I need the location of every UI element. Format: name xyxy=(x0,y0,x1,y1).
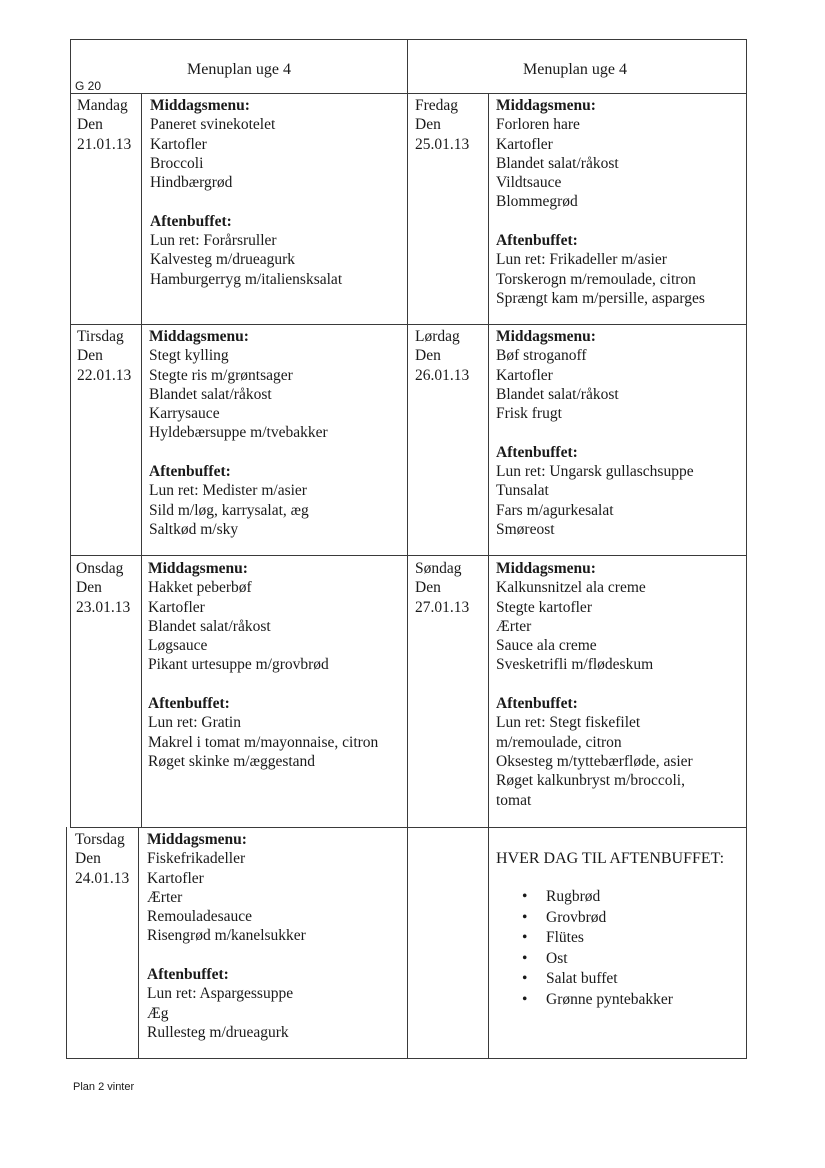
corner-code: G 20 xyxy=(75,79,102,93)
bullet-icon: • xyxy=(522,888,528,905)
day-den: Den xyxy=(77,347,103,365)
day-den: Den xyxy=(76,579,102,597)
day-cell-sunday xyxy=(415,559,469,617)
menu-item: Ærter xyxy=(147,888,183,906)
table-border-top xyxy=(70,39,747,40)
day-den: Den xyxy=(415,347,441,365)
list-item xyxy=(522,949,673,970)
menu-item: Blandet salat/råkost xyxy=(496,385,619,403)
list-item-label: Flütes xyxy=(546,929,584,946)
menu-item: Blandet salat/råkost xyxy=(496,154,619,172)
header-right-title: Menuplan uge 4 xyxy=(523,61,627,78)
row-divider xyxy=(70,827,747,828)
table-border-left xyxy=(70,39,71,828)
menu-item: Hamburgerryg m/italiensksalat xyxy=(150,270,343,288)
day-date: 27.01.13 xyxy=(415,598,470,616)
day-date: 25.01.13 xyxy=(415,135,470,153)
menu-item: Kartofler xyxy=(496,366,553,384)
menu-spacer xyxy=(496,212,705,231)
section-heading-aftenbuffet: Aftenbuffet: xyxy=(150,212,232,230)
menu-item: Sauce ala creme xyxy=(496,637,597,655)
day-cell-friday xyxy=(415,96,469,154)
menu-item: Kartofler xyxy=(150,135,207,153)
day-name: Lørdag xyxy=(415,328,460,345)
menu-item: Svesketrifli m/flødeskum xyxy=(496,656,654,674)
menu-cell-saturday xyxy=(496,327,694,539)
list-item xyxy=(522,887,673,908)
menu-cell-wednesday xyxy=(148,559,378,771)
day-date: 23.01.13 xyxy=(76,598,131,616)
menu-item: Risengrød m/kanelsukker xyxy=(147,927,306,945)
menu-cell-friday xyxy=(496,96,705,308)
day-name: Mandag xyxy=(77,97,128,114)
menu-spacer xyxy=(496,423,694,442)
section-heading-middagsmenu: Middagsmenu: xyxy=(149,328,249,345)
menu-item: Røget kalkunbryst m/broccoli, xyxy=(496,772,685,790)
day-cell-wednesday xyxy=(76,559,130,617)
section-heading-middagsmenu: Middagsmenu: xyxy=(496,97,596,114)
page-footer: Plan 2 vinter xyxy=(73,1081,135,1093)
bullet-icon: • xyxy=(522,990,528,1008)
menu-item: Lun ret: Aspargessuppe xyxy=(147,985,294,1003)
section-heading-aftenbuffet: Aftenbuffet: xyxy=(148,695,230,713)
day-den: Den xyxy=(75,850,101,868)
day-name: Torsdag xyxy=(75,831,125,848)
menu-item: Remouladesauce xyxy=(147,908,253,926)
menu-item: Blandet salat/råkost xyxy=(149,385,272,403)
menu-item: tomat xyxy=(496,791,532,809)
table-border-left xyxy=(66,827,67,1059)
menu-item: Lun ret: Ungarsk gullaschsuppe xyxy=(496,463,694,481)
bullet-icon: • xyxy=(522,949,528,967)
menu-item: Kartofler xyxy=(148,598,205,616)
col-divider xyxy=(141,93,142,828)
day-den: Den xyxy=(77,116,103,134)
col-divider-center xyxy=(407,39,408,1059)
day-name: Søndag xyxy=(415,560,462,577)
col-divider xyxy=(138,827,139,1059)
section-heading-aftenbuffet: Aftenbuffet: xyxy=(496,232,578,250)
list-item-label: Grovbrød xyxy=(546,908,607,926)
menu-item: Karrysauce xyxy=(149,405,220,423)
list-item-label: Ost xyxy=(546,949,568,967)
menu-item: Tunsalat xyxy=(496,482,549,500)
menu-item: Sild m/løg, karrysalat, æg xyxy=(149,501,309,519)
section-heading-middagsmenu: Middagsmenu: xyxy=(148,560,248,577)
menu-item: Pikant urtesuppe m/grovbrød xyxy=(148,656,329,674)
menu-item: Sprængt kam m/persille, asparges xyxy=(496,289,705,307)
day-name: Tirsdag xyxy=(77,328,124,345)
menu-item: Stegte ris m/grøntsager xyxy=(149,366,293,384)
list-item xyxy=(522,990,673,1011)
list-item-label: Rugbrød xyxy=(546,888,601,905)
menu-item: Lun ret: Frikadeller m/asier xyxy=(496,251,667,269)
section-heading-middagsmenu: Middagsmenu: xyxy=(150,97,250,114)
menu-cell-thursday xyxy=(147,830,306,1042)
section-heading-middagsmenu: Middagsmenu: xyxy=(147,831,247,848)
menu-cell-sunday xyxy=(496,559,693,810)
day-date: 22.01.13 xyxy=(77,366,132,384)
day-date: 21.01.13 xyxy=(77,135,132,153)
bullet-icon: • xyxy=(522,929,528,946)
menu-item: Makrel i tomat m/mayonnaise, citron xyxy=(148,733,379,751)
menu-spacer xyxy=(148,675,378,694)
menu-item: Hyldebærsuppe m/tvebakker xyxy=(149,424,328,442)
day-date: 26.01.13 xyxy=(415,366,470,384)
day-name: Fredag xyxy=(415,97,459,114)
section-heading-aftenbuffet: Aftenbuffet: xyxy=(149,463,231,481)
menu-item: Smøreost xyxy=(496,520,555,538)
menu-item: Paneret svinekotelet xyxy=(150,116,276,134)
menu-item: Oksesteg m/tyttebærfløde, asier xyxy=(496,752,693,770)
menu-item: Stegte kartofler xyxy=(496,598,592,616)
menu-item: Vildtsauce xyxy=(496,174,562,192)
day-den: Den xyxy=(415,116,441,134)
menu-item: Kalvesteg m/drueagurk xyxy=(150,251,296,269)
menu-item: Røget skinke m/æggestand xyxy=(148,752,316,770)
menu-spacer xyxy=(147,946,306,965)
header-left-title: Menuplan uge 4 xyxy=(187,61,291,78)
list-item xyxy=(522,908,673,929)
day-cell-tuesday xyxy=(77,327,131,385)
menu-item: Ærter xyxy=(496,617,532,635)
menu-item: Lun ret: Gratin xyxy=(148,714,241,732)
list-item-label: Grønne pyntebakker xyxy=(546,990,673,1008)
day-cell-saturday xyxy=(415,327,469,385)
menu-item: Fiskefrikadeller xyxy=(147,850,246,868)
day-den: Den xyxy=(415,579,441,597)
section-heading-aftenbuffet: Aftenbuffet: xyxy=(147,966,229,984)
list-item xyxy=(522,928,673,949)
menu-item: Kalkunsnitzel ala creme xyxy=(496,579,646,597)
menu-item: Blommegrød xyxy=(496,193,578,211)
daily-buffet-title: HVER DAG TIL AFTENBUFFET: xyxy=(496,850,725,867)
menu-item: Rullesteg m/drueagurk xyxy=(147,1023,289,1041)
menu-item: Forloren hare xyxy=(496,116,580,134)
menu-item: Lun ret: Medister m/asier xyxy=(149,482,307,500)
day-cell-thursday xyxy=(75,830,129,888)
row-divider xyxy=(70,555,747,556)
day-cell-monday xyxy=(77,96,131,154)
section-heading-aftenbuffet: Aftenbuffet: xyxy=(496,695,578,713)
menu-item: Saltkød m/sky xyxy=(149,520,239,538)
menu-spacer xyxy=(149,443,328,462)
menu-item: Løgsauce xyxy=(148,637,208,655)
menu-item: Bøf stroganoff xyxy=(496,347,587,365)
menu-cell-monday xyxy=(150,96,342,289)
menu-item: Blandet salat/råkost xyxy=(148,617,271,635)
menu-item: Kartofler xyxy=(147,869,204,887)
row-divider xyxy=(70,93,747,94)
menu-item: Fars m/agurkesalat xyxy=(496,501,614,519)
menu-item: m/remoulade, citron xyxy=(496,733,622,751)
bullet-icon: • xyxy=(522,908,528,926)
menu-item: Torskerogn m/remoulade, citron xyxy=(496,270,696,288)
section-heading-aftenbuffet: Aftenbuffet: xyxy=(496,443,578,461)
day-name: Onsdag xyxy=(76,560,124,577)
menu-item: Hakket peberbøf xyxy=(148,579,252,597)
table-border-right xyxy=(746,39,747,1059)
menu-item: Stegt kylling xyxy=(149,347,229,365)
list-item xyxy=(522,969,673,990)
menu-item: Frisk frugt xyxy=(496,405,562,423)
day-date: 24.01.13 xyxy=(75,869,130,887)
daily-buffet-list xyxy=(522,887,673,1010)
menu-item: Kartofler xyxy=(496,135,553,153)
list-item-label: Salat buffet xyxy=(546,970,618,987)
menu-spacer xyxy=(150,192,342,211)
row-divider xyxy=(70,324,747,325)
menu-item: Lun ret: Forårsruller xyxy=(150,232,277,250)
section-heading-middagsmenu: Middagsmenu: xyxy=(496,328,596,345)
bullet-icon: • xyxy=(522,970,528,987)
col-divider xyxy=(488,93,489,1059)
section-heading-middagsmenu: Middagsmenu: xyxy=(496,560,596,577)
menu-item: Lun ret: Stegt fiskefilet xyxy=(496,714,641,732)
menu-spacer xyxy=(496,675,693,694)
menu-cell-tuesday xyxy=(149,327,328,539)
menu-item: Hindbærgrød xyxy=(150,174,233,192)
menu-item: Æg xyxy=(147,1004,169,1022)
menu-item: Broccoli xyxy=(150,154,204,172)
